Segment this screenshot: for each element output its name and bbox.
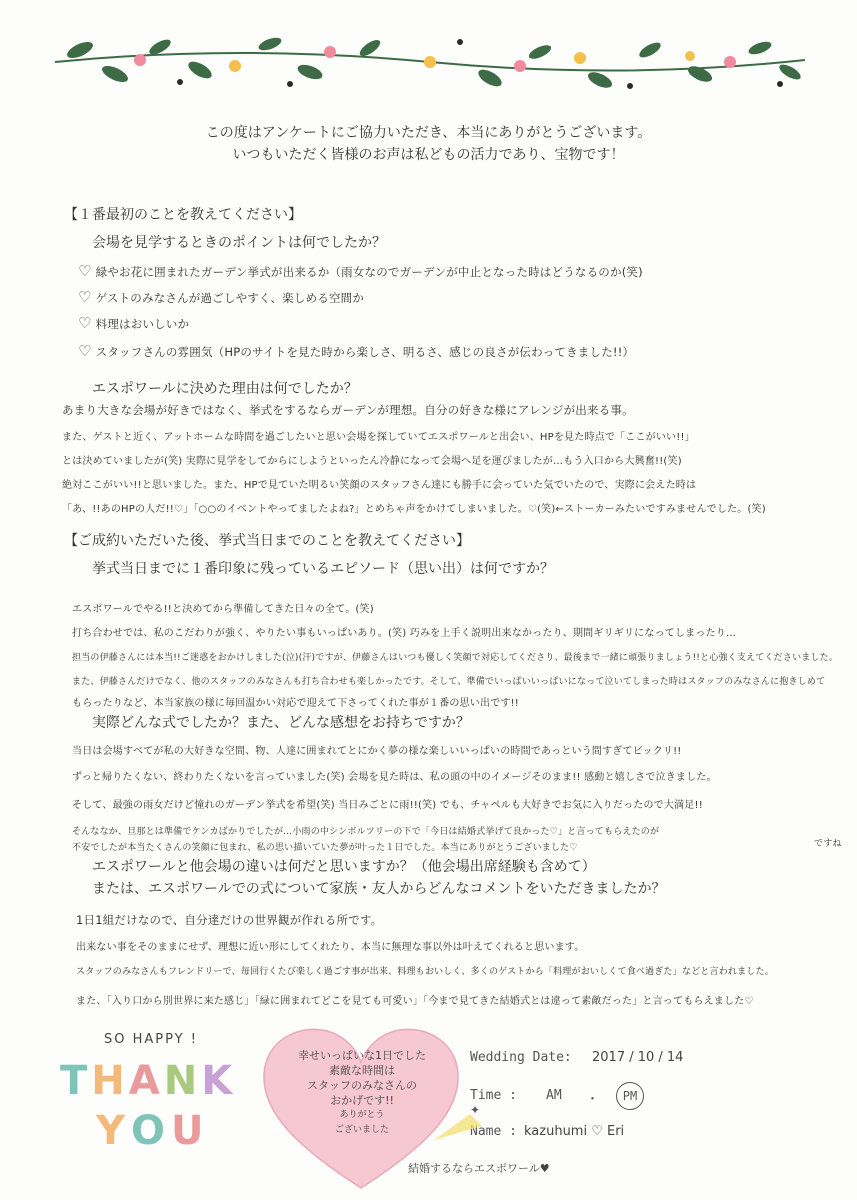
answer-line: 打ち合わせでは、私のこだわりが強く、やりたい事もいっぱいあり。(笑) 巧みを上手く説明出来なかったり、期間ギリギリになってしまったり…: [72, 628, 737, 639]
answer-viewing-point: ♡ スタッフさんの雰囲気（HPのサイトを見た時から楽しさ、明るさ、感じの良さが伝わってきました!!）: [78, 342, 635, 360]
thank-letter: H: [91, 1058, 125, 1104]
heart-icon: ♡: [78, 288, 92, 306]
answer-line: エスポワールでやる!!と決めてから準備してきた日々の全て。(笑): [72, 604, 374, 615]
name-label: Name :: [470, 1124, 517, 1139]
answer-line: ずっと帰りたくない、終わりたくないを言っていました(笑) 会場を見た時は、私の頭の中のイメージそのまま!! 感動と嬉しさで泣きました。: [72, 772, 717, 783]
answer-line: 当日は会場すべてが私の大好きな空間、物、人達に囲まれてとにかく夢の様な楽しいいっぱいの時間であっという間すぎてビックリ!!: [72, 746, 682, 757]
time-separator: ・: [586, 1092, 600, 1107]
question-venue-difference: エスポワールと他会場の違いは何だと思いますか？（他会場出席経験も含めて）: [92, 859, 596, 875]
answer-line: 不安でしたが本当たくさんの笑顔に包まれ、私の思い描いていた夢が叶った１日でした。本当にありがとうございました♡: [72, 843, 578, 853]
thank-word: [60, 1058, 232, 1104]
question-comments: または、エスポワールでの式について家族・友人からどんなコメントをいただきましたか？: [92, 881, 666, 897]
question-decision-reason: エスポワールに決めた理由は何でしたか？: [92, 381, 358, 397]
sparkle-icon: [430, 1100, 490, 1150]
thank-letter: T: [60, 1058, 88, 1104]
floral-border-decoration: [40, 22, 820, 102]
answer-line: 出来ない事をそのままにせず、理想に近い形にしてくれたり、本当に無理な事以外は叶えてくれると思います。: [76, 942, 585, 953]
answer-line: また、ゲストと近く、アットホームな時間を過ごしたいと思い会場を探していてエスポワールと出会い、HPを見た時点で「ここがいい!!」: [62, 432, 695, 443]
svg-text:✦: ✦: [470, 1103, 481, 1117]
answer-viewing-point: ♡ 料理はおいしいか: [78, 314, 190, 332]
time-label: Time :: [470, 1088, 517, 1103]
answer-line: 「あ、!!あのHPの人だ!!♡」「○○のイベントやってましたよね?」とめちゃ声をかけてしまいました。♡(笑)←ストーカーみたいですみませんでした。(笑): [62, 504, 766, 515]
time-am-option: AM: [546, 1088, 562, 1103]
heart-note: 幸せいっぱいな1日でした 素敵な時間は スタッフのみなさんの おかげです!! ありがとう ございました: [298, 1049, 426, 1135]
question-episode: 挙式当日までに１番印象に残っているエピソード（思い出）は何ですか？: [92, 561, 554, 577]
so-happy-label: SO HAPPY !: [104, 1032, 198, 1047]
you-letter: O: [130, 1108, 165, 1154]
thank-letter: K: [201, 1058, 233, 1104]
answer-side-note: ですね: [814, 839, 842, 849]
time-pm-option-circled: PM: [616, 1082, 644, 1110]
section-2-title: 【ご成約いただいた後、挙式当日までのことを教えてください】: [64, 533, 470, 549]
you-letter: Y: [96, 1108, 125, 1154]
intro-line-1: この度はアンケートにご協力いただき、本当にありがとうございます。: [205, 125, 652, 141]
answer-line: また、「入り口から別世界に来た感じ」「緑に囲まれてどこを見ても可愛い」「今まで見てきた結婚式とは違って素敵だった」と言ってもらえました♡: [76, 996, 754, 1007]
answer-line: また、伊藤さんだけでなく、他のスタッフのみなさんも打ち合わせも楽しかったです。そして、準備でいっぱいいっぱいになって泣いてしまった時はスタッフのみなさんに抱きしめて: [72, 677, 826, 687]
heart-icon: ♡: [78, 262, 92, 280]
answer-line: スタッフのみなさんもフレンドリーで、毎回行くたび楽しく過ごす事が出来、料理もおいしく、多くのゲストから「料理がおいしくて食べ過ぎた」などと言われました。: [76, 967, 774, 977]
slogan: 結婚するならエスポワール♥: [408, 1162, 550, 1175]
thank-letter: A: [128, 1058, 160, 1104]
answer-viewing-point: ♡ 緑やお花に囲まれたガーデン挙式が出来るか（雨女なのでガーデンが中止となった時はどうなるのか(笑): [78, 262, 643, 280]
question-viewing-points: 会場を見学するときのポイントは何でしたか？: [92, 235, 386, 251]
answer-viewing-point: ♡ ゲストのみなさんが過ごしやすく、楽しめる空間か: [78, 288, 365, 306]
answer-line: とは決めていましたが(笑) 実際に見学をしてからにしようといったん冷静になって会場へ足を運びましたが…もう入口から大興奮!!(笑): [62, 456, 682, 467]
question-ceremony-impression: 実際どんな式でしたか？また、どんな感想をお持ちですか？: [92, 715, 470, 731]
answer-line: 担当の伊藤さんには本当!!ご迷惑をおかけしました(泣)(汗)ですが、伊藤さんはいつも優しく笑顔で対応してくださり、最後まで一緒に頑張りましょう!!と心強く支えてくださいました。: [72, 653, 839, 663]
name-value: kazuhumi ♡ Eri: [524, 1124, 625, 1139]
you-word: [96, 1108, 203, 1154]
wedding-date-value: 2017 / 10 / 14: [592, 1050, 684, 1065]
answer-line: 絶対ここがいい!!と思いました。また、HPで見ていた明るい笑顔のスタッフさん達にも勝手に会っていた気でいたので、実際に会えた時は: [62, 480, 697, 491]
section-1-title: 【１番最初のことを教えてください】: [64, 207, 302, 223]
thank-letter: N: [163, 1058, 198, 1104]
wedding-date-label: Wedding Date:: [470, 1050, 572, 1065]
answer-line: 1日1組だけなので、自分達だけの世界観が作れる所です。: [76, 913, 383, 927]
answer-line: そして、最強の雨女だけど憧れのガーデン挙式を希望(笑) 当日みごとに雨!!(笑) でも、チャペルも大好きでお気に入りだったので大満足!!: [72, 800, 703, 811]
answer-line: そんななか、旦那とは準備でケンカばかりでしたが…小雨の中シンボルツリーの下で「今日は結婚式挙げて良かった♡」と言ってもらえたのが: [72, 827, 660, 837]
heart-icon: ♡: [78, 314, 92, 332]
answer-line: もらったりなど、本当家族の様に毎回温かい対応で迎えて下さってくれた事が１番の思い出です!!: [72, 698, 520, 709]
heart-icon: ♡: [78, 342, 92, 360]
answer-line: あまり大きな会場が好きではなく、挙式をするならガーデンが理想。自分の好きな様にアレンジが出来る事。: [62, 403, 634, 417]
intro-line-2: いつもいただく皆様のお声は私どもの活力であり、宝物です！: [232, 147, 625, 163]
you-letter: U: [170, 1108, 204, 1154]
